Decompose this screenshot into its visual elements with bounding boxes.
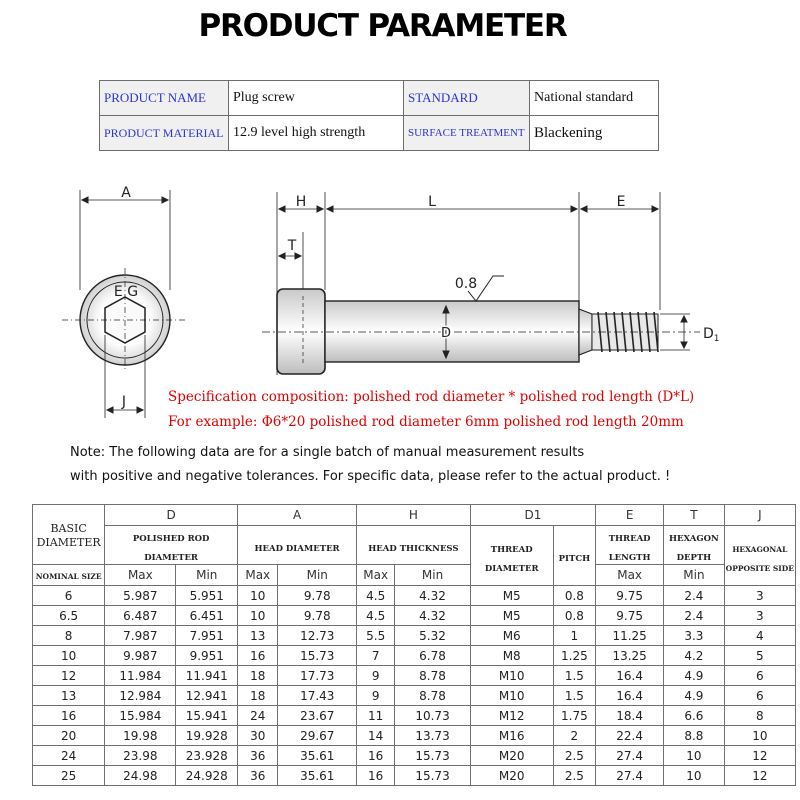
table-cell: 8.78	[395, 686, 470, 706]
dim-d1-label	[703, 326, 720, 344]
group-d-header: D	[105, 505, 238, 526]
table-cell: 19.98	[105, 726, 176, 746]
table-cell: 15.984	[105, 706, 176, 726]
table-cell: 12	[33, 666, 105, 686]
table-cell: 24.928	[176, 766, 238, 786]
d-max-header: Max	[105, 565, 176, 586]
table-cell: 9.987	[105, 646, 176, 666]
table-cell: 4.32	[395, 586, 470, 606]
table-cell: M5	[470, 606, 553, 626]
note-line-1: Note: The following data are for a single batch of manual measurement results	[70, 445, 585, 460]
a-min-header: Min	[278, 565, 357, 586]
head-thickness-header: HEAD THICKNESS	[357, 526, 471, 565]
group-a-header: A	[238, 505, 357, 526]
pitch-header: PITCH	[553, 526, 596, 586]
table-row	[33, 666, 796, 686]
roughness-label: 0.8	[454, 276, 478, 292]
table-cell: 5	[724, 646, 795, 666]
table-row	[33, 646, 796, 666]
table-cell: 24	[238, 706, 278, 726]
dim-l-label: L	[428, 194, 436, 210]
page-title: PRODUCT PARAMETER	[198, 8, 567, 44]
table-cell: 3	[724, 606, 795, 626]
table-cell: 27.4	[596, 746, 664, 766]
table-cell: M5	[470, 586, 553, 606]
table-cell: 8.8	[664, 726, 725, 746]
h-max-header: Max	[357, 565, 395, 586]
table-cell: 5.951	[176, 586, 238, 606]
head-diameter-header: HEAD DIAMETER	[238, 526, 357, 565]
table-cell: 16	[357, 766, 395, 786]
table-cell: 23.928	[176, 746, 238, 766]
table-cell: 15.73	[395, 766, 470, 786]
table-cell: M12	[470, 706, 553, 726]
table-cell: 12.984	[105, 686, 176, 706]
table-cell: M20	[470, 746, 553, 766]
dim-h-label: H	[295, 194, 307, 210]
table-cell: 7.987	[105, 626, 176, 646]
table-cell: 16	[357, 746, 395, 766]
dim-d1-subscript: 1	[713, 334, 720, 344]
t-min-header: Min	[664, 565, 725, 586]
table-cell: 6.78	[395, 646, 470, 666]
table-cell: 13	[238, 626, 278, 646]
table-cell: 15.73	[395, 746, 470, 766]
table-cell: 18.4	[596, 706, 664, 726]
table-cell: 4.5	[357, 586, 395, 606]
table-cell: 10	[33, 646, 105, 666]
table-cell: 20	[33, 726, 105, 746]
table-cell: 10	[238, 586, 278, 606]
table-cell: 3.3	[664, 626, 725, 646]
table-cell: 2.5	[553, 746, 596, 766]
table-cell: M10	[470, 686, 553, 706]
dim-d-label: D	[440, 326, 452, 341]
thread-diameter-header: THREAD DIAMETER	[470, 526, 553, 586]
table-cell: 2.5	[553, 766, 596, 786]
table-row	[33, 746, 796, 766]
product-parameter-table	[99, 80, 659, 151]
table-cell: 4.9	[664, 686, 725, 706]
e-max-header: Max	[596, 565, 664, 586]
table-cell: M20	[470, 766, 553, 786]
dim-e-label: E	[616, 194, 626, 210]
table-row	[33, 606, 796, 626]
table-cell: 5.32	[395, 626, 470, 646]
table-cell: 0.8	[553, 586, 596, 606]
group-h-header: H	[357, 505, 471, 526]
table-cell: 27.4	[596, 766, 664, 786]
table-cell: 12	[724, 766, 795, 786]
table-cell: M8	[470, 646, 553, 666]
product-material-value: 12.9 level high strength	[229, 116, 404, 151]
table-cell: 8	[724, 706, 795, 726]
table-cell: M16	[470, 726, 553, 746]
dim-j-label: J	[121, 394, 127, 410]
dimension-table	[32, 504, 796, 786]
table-cell: 10.73	[395, 706, 470, 726]
table-cell: 25	[33, 766, 105, 786]
table-cell: 7.951	[176, 626, 238, 646]
table-cell: 8.78	[395, 666, 470, 686]
table-cell: 10	[664, 746, 725, 766]
table-cell: 6.5	[33, 606, 105, 626]
a-max-header: Max	[238, 565, 278, 586]
table-cell: 5.987	[105, 586, 176, 606]
table-cell: 12.73	[278, 626, 357, 646]
table-row	[33, 766, 796, 786]
table-cell: 9.75	[596, 606, 664, 626]
table-cell: 5.5	[357, 626, 395, 646]
table-cell: M10	[470, 666, 553, 686]
table-cell: 12	[724, 746, 795, 766]
table-cell: 24.98	[105, 766, 176, 786]
table-row	[33, 706, 796, 726]
group-e-header: E	[596, 505, 664, 526]
table-cell: 35.61	[278, 766, 357, 786]
product-material-label: PRODUCT MATERIAL	[100, 116, 229, 151]
group-t-header: T	[664, 505, 725, 526]
table-cell: 1.5	[553, 686, 596, 706]
table-cell: 4.2	[664, 646, 725, 666]
dimension-table-body	[33, 586, 796, 786]
table-cell: 6	[33, 586, 105, 606]
table-row	[33, 686, 796, 706]
table-cell: 6.6	[664, 706, 725, 726]
table-cell: 23.98	[105, 746, 176, 766]
table-cell: 17.43	[278, 686, 357, 706]
table-cell: 16.4	[596, 686, 664, 706]
table-cell: 35.61	[278, 746, 357, 766]
standard-value: National standard	[530, 81, 659, 116]
table-cell: 18	[238, 686, 278, 706]
table-cell: 19.928	[176, 726, 238, 746]
nominal-size-header: NOMINAL SIZE	[33, 565, 105, 586]
table-cell: 1.25	[553, 646, 596, 666]
table-cell: 23.67	[278, 706, 357, 726]
surface-treatment-label: SURFACE TREATMENT	[404, 116, 530, 151]
table-cell: 13	[33, 686, 105, 706]
table-cell: 11.941	[176, 666, 238, 686]
dim-t-label: T	[287, 238, 297, 254]
surface-treatment-value: Blackening	[530, 116, 659, 151]
table-cell: 12.941	[176, 686, 238, 706]
table-cell: 9	[357, 686, 395, 706]
table-cell: 1.5	[553, 666, 596, 686]
thread-length-header: THREAD LENGTH	[596, 526, 664, 565]
table-cell: 29.67	[278, 726, 357, 746]
table-cell: 1	[553, 626, 596, 646]
table-cell: 17.73	[278, 666, 357, 686]
table-cell: 15.941	[176, 706, 238, 726]
table-cell: 4.9	[664, 666, 725, 686]
dim-eg-label: E G	[113, 284, 139, 300]
hexagonal-opposite-side-header: HEXAGONAL OPPOSITE SIDE	[724, 526, 795, 586]
table-cell: 11	[357, 706, 395, 726]
table-cell: 10	[724, 726, 795, 746]
table-cell: 10	[238, 606, 278, 626]
group-j-header: J	[724, 505, 795, 526]
table-cell: 9	[357, 666, 395, 686]
note-line-2: with positive and negative tolerances. For specific data, please refer to the actual product. !	[70, 469, 671, 484]
table-cell: 11.25	[596, 626, 664, 646]
polished-rod-diameter-header: POLISHED ROD DIAMETER	[105, 526, 238, 565]
table-cell: 4.32	[395, 606, 470, 626]
hexagon-depth-header: HEXAGON DEPTH	[664, 526, 725, 565]
table-cell: 10	[664, 766, 725, 786]
table-cell: 3	[724, 586, 795, 606]
standard-label: STANDARD	[404, 81, 530, 116]
spec-composition-text: Specification composition: polished rod diameter * polished rod length (D*L)	[168, 389, 695, 405]
table-cell: 18	[238, 666, 278, 686]
table-cell: 6	[724, 686, 795, 706]
d-min-header: Min	[176, 565, 238, 586]
table-cell: 15.73	[278, 646, 357, 666]
table-row	[33, 586, 796, 606]
table-cell: 8	[33, 626, 105, 646]
table-cell: 4.5	[357, 606, 395, 626]
dim-d1-letter: D	[703, 326, 714, 342]
table-cell: 36	[238, 746, 278, 766]
h-min-header: Min	[395, 565, 470, 586]
table-cell: 6.487	[105, 606, 176, 626]
table-cell: 24	[33, 746, 105, 766]
table-cell: 6.451	[176, 606, 238, 626]
table-cell: 9.78	[278, 606, 357, 626]
table-cell: 7	[357, 646, 395, 666]
basic-diameter-header: BASIC DIAMETER	[33, 505, 105, 565]
table-cell: 13.25	[596, 646, 664, 666]
table-row	[33, 726, 796, 746]
group-d1-header: D1	[470, 505, 595, 526]
table-cell: 14	[357, 726, 395, 746]
table-cell: M6	[470, 626, 553, 646]
table-cell: 16.4	[596, 666, 664, 686]
table-row	[33, 626, 796, 646]
table-cell: 22.4	[596, 726, 664, 746]
side-view	[262, 192, 700, 375]
dim-a-label: A	[121, 185, 131, 201]
table-cell: 9.951	[176, 646, 238, 666]
table-cell: 16	[33, 706, 105, 726]
table-cell: 2.4	[664, 586, 725, 606]
table-cell: 2	[553, 726, 596, 746]
table-cell: 6	[724, 666, 795, 686]
table-cell: 9.78	[278, 586, 357, 606]
table-cell: 13.73	[395, 726, 470, 746]
table-cell: 11.984	[105, 666, 176, 686]
table-cell: 30	[238, 726, 278, 746]
table-cell: 9.75	[596, 586, 664, 606]
table-cell: 2.4	[664, 606, 725, 626]
end-view	[62, 190, 188, 418]
product-name-label: PRODUCT NAME	[100, 81, 229, 116]
table-cell: 0.8	[553, 606, 596, 626]
table-cell: 4	[724, 626, 795, 646]
table-cell: 16	[238, 646, 278, 666]
table-cell: 36	[238, 766, 278, 786]
spec-example-text: For example: Φ6*20 polished rod diameter 6mm polished rod length 20mm	[168, 414, 684, 430]
table-cell: 1.75	[553, 706, 596, 726]
product-name-value: Plug screw	[229, 81, 404, 116]
